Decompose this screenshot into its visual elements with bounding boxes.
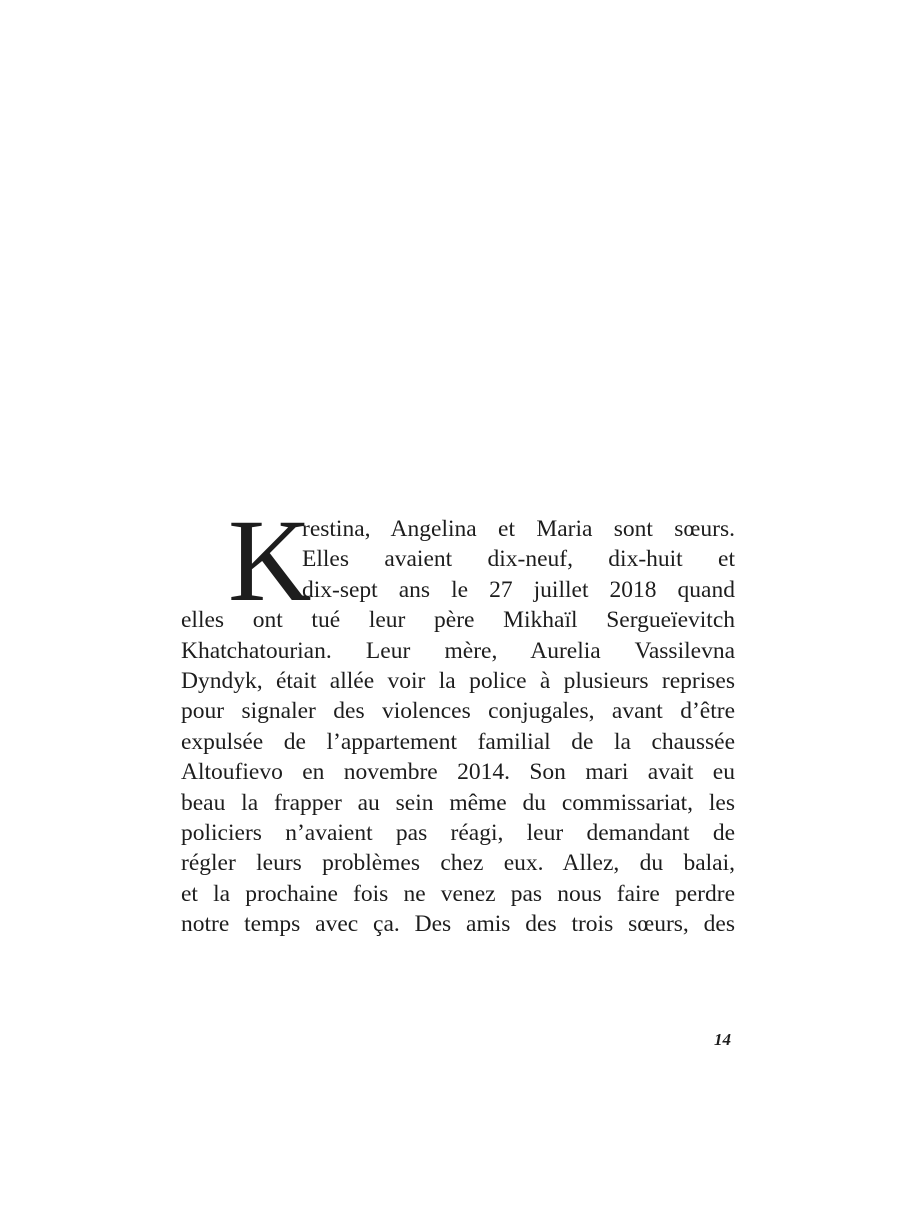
text-line-4: elles ont tué leur père Mikhaïl Sergueïevitch (181, 607, 735, 634)
page-number: 14 (714, 1030, 731, 1049)
text-line-13: et la prochaine fois ne venez pas nous faire perdre (181, 880, 735, 907)
text-line-11: policiers n’avaient pas réagi, leur demandant de (181, 819, 735, 846)
text-line-1: restina, Angelina et Maria sont sœurs. (302, 516, 735, 542)
text-line-2: Elles avaient dix-neuf, dix-huit et (302, 546, 735, 573)
drop-cap-letter: K (228, 495, 312, 626)
text-line-8: expulsée de l’appartement familial de la chaussée (181, 728, 735, 755)
text-line-9: Altoufievo en novembre 2014. Son mari avait eu (181, 759, 735, 786)
body-paragraph (181, 495, 735, 939)
text-line-6: Dyndyk, était allée voir la police à plusieurs reprises (181, 667, 735, 694)
text-line-12: régler leurs problèmes chez eux. Allez, du balai, (181, 850, 735, 877)
text-line-10: beau la frapper au sein même du commissariat, les (181, 789, 735, 816)
text-line-5: Khatchatourian. Leur mère, Aurelia Vassilevna (181, 637, 735, 664)
text-line-3: dix-sept ans le 27 juillet 2018 quand (302, 576, 735, 603)
text-line-14: notre temps avec ça. Des amis des trois sœurs, des (181, 911, 735, 938)
text-line-7: pour signaler des violences conjugales, avant d’être (181, 698, 735, 725)
